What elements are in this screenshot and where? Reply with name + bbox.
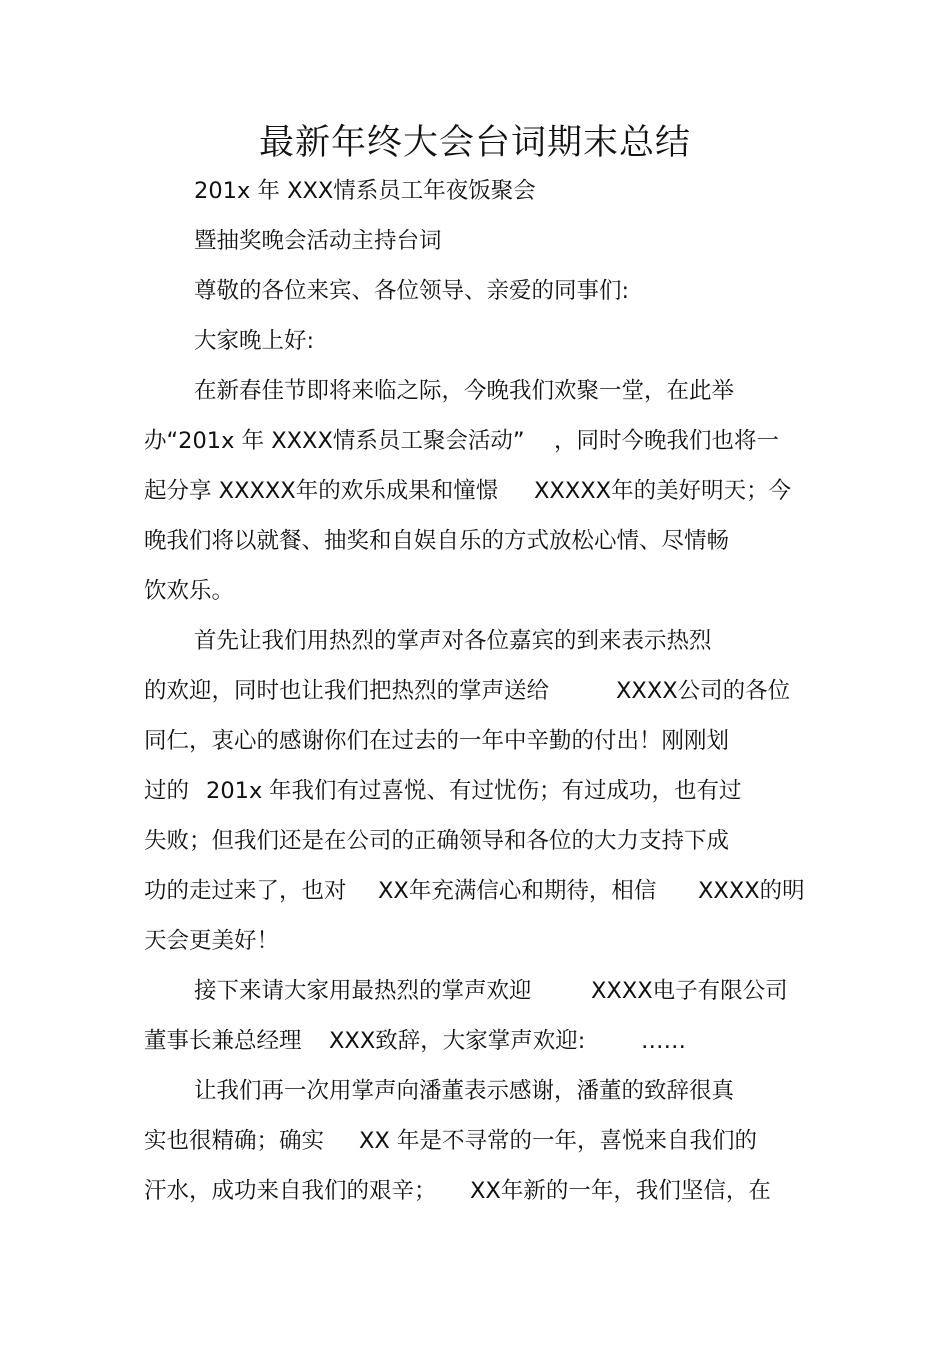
text-line: 201x — [206, 778, 263, 804]
text-line: 实也很精确；确实 — [144, 1128, 325, 1154]
text-line: 的欢迎，同时也让我们把热烈的掌声送给 — [144, 678, 550, 704]
text-line: 起分享 XXXXX年的欢乐成果和憧憬 — [144, 478, 499, 504]
document-title: 最新年终大会台词期末总结 — [258, 123, 691, 163]
text-line: 饮欢乐。 — [144, 578, 235, 604]
text-line: 晚我们将以就餐、抽奖和自娱自乐的方式放松心情、尽情畅 — [144, 528, 730, 554]
text-line: XXX致辞，大家掌声欢迎: — [329, 1028, 586, 1054]
text-line: 年我们有过喜悦、有过忧伤；有过成功，也有过 — [269, 778, 742, 804]
text-line: 大家晚上好: — [194, 328, 315, 354]
text-line: XX年新的一年，我们坚信，在 — [470, 1178, 771, 1204]
text-line: 过的 — [144, 778, 190, 804]
text-line: 让我们再一次用掌声向潘董表示感谢，潘董的致辞很真 — [194, 1078, 735, 1104]
text-line: XXXXX年的美好明天；今 — [534, 478, 792, 504]
text-line: 首先让我们用热烈的掌声对各位嘉宾的到来表示热烈 — [194, 628, 712, 654]
text-line: 汗水，成功来自我们的艰辛； — [144, 1178, 437, 1204]
text-line: XXXX电子有限公司 — [591, 978, 788, 1004]
text-line: 接下来请大家用最热烈的掌声欢迎 — [194, 978, 532, 1004]
text-line: 功的走过来了，也对 — [144, 878, 347, 904]
text-line: 天会更美好！ — [144, 928, 280, 954]
text-line: 办“201x 年 XXXX情系员工聚会活动” — [144, 428, 525, 454]
text-line: 同仁，衷心的感谢你们在过去的一年中辛勤的付出！刚刚划 — [144, 728, 730, 754]
text-line: XXXX公司的各位 — [616, 678, 791, 704]
text-line: XX 年是不寻常的一年，喜悦来自我们的 — [359, 1128, 757, 1154]
text-line: 失败；但我们还是在公司的正确领导和各位的大力支持下成 — [144, 828, 730, 854]
text-line: …… — [641, 1028, 686, 1054]
text-line: 暨抽奖晚会活动主持台词 — [194, 228, 442, 254]
text-line: 董事长兼总经理 — [144, 1028, 302, 1054]
text-line: XX年充满信心和期待，相信 — [378, 878, 657, 904]
text-line: 201x 年 XXX情系员工年夜饭聚会 — [194, 178, 536, 204]
text-line: ，同时今晚我们也将一 — [554, 428, 780, 454]
text-line: XXXX的明 — [698, 878, 805, 904]
text-line: 在新春佳节即将来临之际，今晚我们欢聚一堂，在此举 — [194, 378, 735, 404]
text-line: 尊敬的各位来宾、各位领导、亲爱的同事们: — [194, 278, 630, 304]
